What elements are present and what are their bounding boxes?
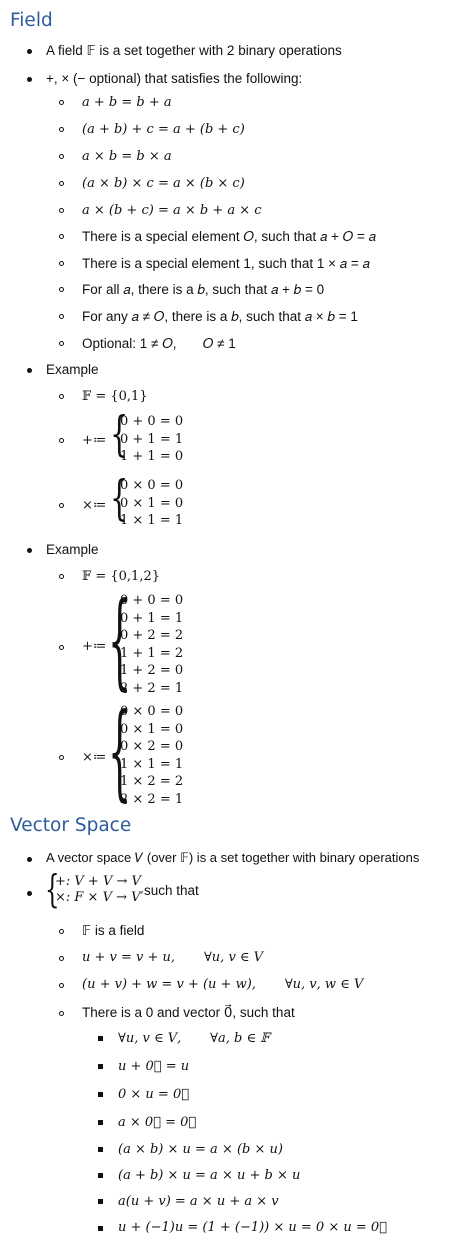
bullet bbox=[59, 503, 64, 508]
bullet bbox=[98, 1226, 103, 1231]
vector-distributive-vector: 𝑎(𝑢 + 𝑣) = 𝑎 × 𝑢 + 𝑎 × 𝑣 bbox=[118, 1194, 279, 1209]
vector-scalar-zero-vector: 𝑎 × 0⃗ = 0⃗ bbox=[118, 1115, 197, 1130]
bullet bbox=[27, 368, 32, 373]
vector-zero-scalar: 0 × 𝑢 = 0⃗ bbox=[118, 1087, 190, 1102]
operation-scalar-mul: ×: 𝐹 × 𝑉 → 𝑉′ bbox=[55, 890, 144, 905]
example-2-times-table bbox=[120, 703, 183, 808]
example-1-times-table bbox=[120, 477, 183, 530]
equation-row: 0 + 0 = 0 bbox=[120, 414, 184, 429]
vector-space-heading: Vector Space bbox=[10, 815, 132, 836]
bullet bbox=[59, 261, 64, 266]
bullet bbox=[59, 100, 64, 105]
equation-row: 0 + 2 = 2 bbox=[120, 628, 184, 643]
left-brace: { bbox=[110, 470, 129, 526]
bullet bbox=[98, 1173, 103, 1178]
axiom-commutative-mul: a × b = b × a bbox=[82, 149, 172, 164]
equation-row: 0 × 1 = 0 bbox=[120, 721, 184, 737]
equation-row: 1 × 1 = 1 bbox=[120, 756, 184, 772]
vector-prop-field: 𝔽 is a field bbox=[82, 923, 145, 938]
bullet bbox=[59, 341, 64, 346]
example-2-label: Example bbox=[46, 542, 99, 557]
left-brace: { bbox=[108, 579, 132, 701]
bullet bbox=[27, 891, 32, 896]
equation-row: 0 × 0 = 0 bbox=[120, 704, 184, 719]
left-brace: { bbox=[45, 867, 60, 911]
example-1-set: 𝔽 = {0,1} bbox=[82, 389, 148, 404]
bullet bbox=[59, 314, 64, 319]
axiom-associative-mul: (a × b) × c = a × (b × c) bbox=[82, 176, 245, 191]
left-brace: { bbox=[110, 406, 129, 462]
equation-row: 2 × 2 = 1 bbox=[120, 791, 184, 807]
vector-additive-inverse: 𝑢 + (−1)𝑢 = (1 + (−1)) × 𝑢 = 0 × 𝑢 = 0⃗ bbox=[118, 1220, 387, 1235]
example-2-times-label: ×≔ bbox=[82, 750, 107, 765]
vector-distributive-scalar: (𝑎 + 𝑏) × 𝑢 = 𝑎 × 𝑢 + 𝑏 × 𝑢 bbox=[118, 1168, 301, 1183]
vector-scalar-associative: (𝑎 × 𝑏) × 𝑢 = 𝑎 × (𝑏 × 𝑢) bbox=[118, 1142, 283, 1157]
axiom-multiplicative-identity: There is a special element 1, such that 1 × 𝑎 = 𝑎 bbox=[82, 256, 370, 271]
vector-operations-suffix: such that bbox=[144, 883, 199, 898]
example-2-plus-label: +≔ bbox=[82, 639, 107, 654]
vector-prop-zero: There is a 0 and vector 0⃗, such that bbox=[82, 1005, 295, 1020]
equation-row: 0 + 1 = 1 bbox=[120, 431, 184, 447]
bullet bbox=[59, 983, 64, 988]
vector-additive-identity: 𝑢 + 0⃗ = 𝑢 bbox=[118, 1059, 190, 1074]
bullet bbox=[59, 394, 64, 399]
operation-add: +: 𝑉 + 𝑉 → 𝑉 bbox=[55, 874, 141, 889]
axiom-additive-inverse: For all 𝑎, there is a 𝑏, such that 𝑎 + 𝑏 = 0 bbox=[82, 282, 325, 297]
axiom-associative-add: (a + b) + c = a + (b + c) bbox=[82, 122, 245, 137]
equation-row: 1 + 1 = 0 bbox=[120, 449, 184, 464]
equation-row: 0 × 0 = 0 bbox=[120, 478, 184, 493]
bullet bbox=[59, 755, 64, 760]
bullet bbox=[59, 574, 64, 579]
bullet bbox=[59, 1011, 64, 1016]
bullet bbox=[59, 287, 64, 292]
example-2-plus-table bbox=[120, 592, 183, 697]
bullet bbox=[59, 929, 64, 934]
field-heading: Field bbox=[10, 10, 53, 31]
bullet bbox=[98, 1064, 103, 1069]
axiom-distributive: a × (b + c) = a × b + a × c bbox=[82, 203, 262, 218]
bullet bbox=[59, 181, 64, 186]
equation-row: 0 + 1 = 1 bbox=[120, 610, 184, 626]
equation-row: 1 + 2 = 0 bbox=[120, 663, 184, 678]
axiom-commutative-add: a + b = b + a bbox=[82, 95, 172, 110]
left-brace: { bbox=[108, 690, 132, 812]
bullet bbox=[59, 956, 64, 961]
field-intro-line-1: A field 𝔽 is a set together with 2 binary operations bbox=[46, 43, 342, 58]
example-1-times-label: ×≔ bbox=[82, 498, 107, 513]
bullet bbox=[98, 1092, 103, 1097]
vector-operations bbox=[55, 874, 143, 906]
bullet bbox=[98, 1147, 103, 1152]
equation-row: 0 + 0 = 0 bbox=[120, 593, 184, 608]
bullet bbox=[59, 127, 64, 132]
vector-prop-commutative: 𝑢 + 𝑣 = 𝑣 + 𝑢, ∀𝑢, 𝑣 ∈ 𝑉 bbox=[82, 950, 264, 965]
example-1-plus-table bbox=[120, 413, 183, 466]
bullet bbox=[98, 1199, 103, 1204]
equation-row: 1 × 1 = 1 bbox=[120, 513, 184, 528]
equation-row: 1 + 1 = 2 bbox=[120, 645, 184, 661]
bullet bbox=[98, 1120, 103, 1125]
bullet bbox=[98, 1036, 103, 1041]
bullet bbox=[59, 208, 64, 213]
field-intro-line-2: +, × (− optional) that satisfies the following: bbox=[46, 71, 303, 86]
equation-row: 0 × 2 = 0 bbox=[120, 739, 184, 754]
vector-intro: A vector space 𝑉 (over 𝔽) is a set together with binary operations bbox=[46, 850, 420, 865]
equation-row: 0 × 1 = 0 bbox=[120, 495, 184, 511]
axiom-optional: Optional: 1 ≠ 𝑂, 𝑂 ≠ 1 bbox=[82, 336, 236, 351]
bullet bbox=[27, 77, 32, 82]
bullet bbox=[27, 548, 32, 553]
axiom-additive-identity: There is a special element 𝑂, such that 𝑎 + 𝑂 = 𝑎 bbox=[82, 229, 376, 244]
example-1-plus-label: +≔ bbox=[82, 433, 107, 448]
example-1-label: Example bbox=[46, 362, 99, 377]
bullet bbox=[59, 438, 64, 443]
equation-row: 2 + 2 = 1 bbox=[120, 680, 184, 696]
example-2-set: 𝔽 = {0,1,2} bbox=[82, 569, 161, 584]
vector-quantifiers: ∀𝑢, 𝑣 ∈ 𝑉, ∀𝑎, 𝑏 ∈ 𝔽 bbox=[118, 1031, 270, 1046]
bullet bbox=[27, 49, 32, 54]
bullet bbox=[59, 234, 64, 239]
bullet bbox=[27, 857, 32, 862]
equation-row: 1 × 2 = 2 bbox=[120, 774, 184, 789]
axiom-multiplicative-inverse: For any 𝑎 ≠ 𝑂, there is a 𝑏, such that 𝑎 × 𝑏 = 1 bbox=[82, 309, 358, 324]
bullet bbox=[59, 645, 64, 650]
vector-prop-associative: (𝑢 + 𝑣) + 𝑤 = 𝑣 + (𝑢 + 𝑤), ∀𝑢, 𝑣, 𝑤 ∈ 𝑉 bbox=[82, 977, 364, 992]
bullet bbox=[59, 154, 64, 159]
